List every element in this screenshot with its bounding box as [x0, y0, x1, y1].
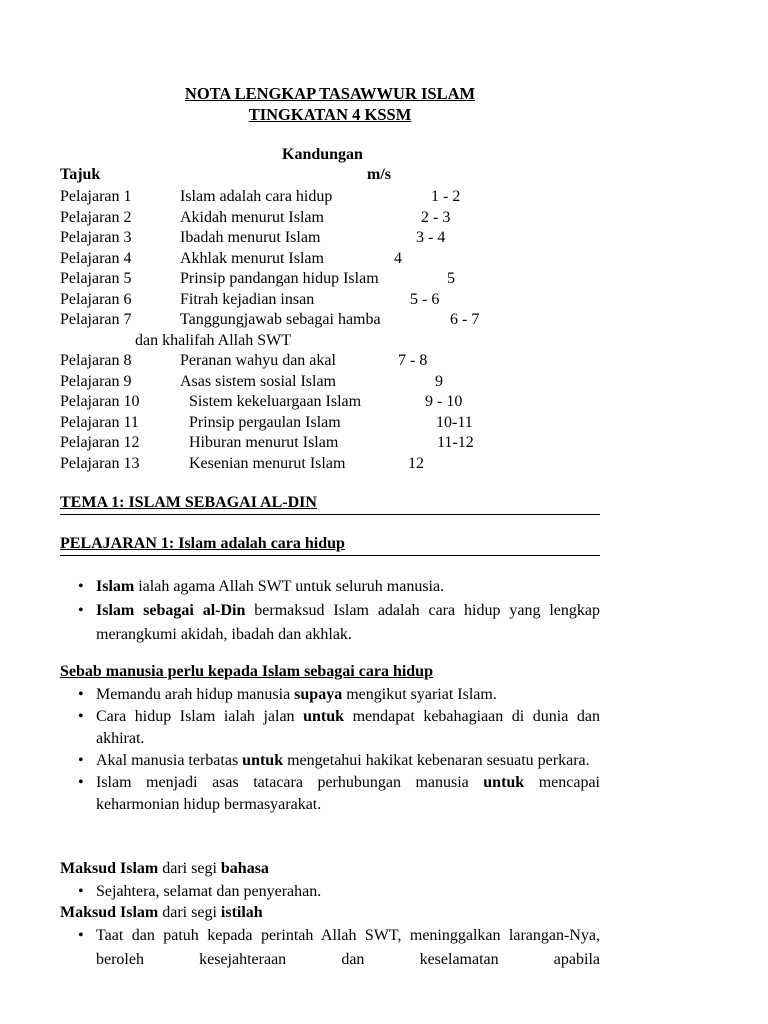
toc-row — [0, 187, 768, 208]
toc-topic: Akidah menurut Islam — [180, 208, 324, 226]
toc-pages: 9 - 10 — [425, 393, 463, 410]
toc-lesson: Pelajaran 11 — [60, 413, 139, 431]
toc-topic: Akhlak menurut Islam — [180, 249, 324, 267]
toc-topic-continuation: dan khalifah Allah SWT — [135, 331, 291, 349]
toc-row — [0, 372, 768, 393]
bullet-icon: • — [78, 774, 84, 791]
list-text: Taat dan patuh kepada perintah Allah SWT, meninggalkan larangan-Nya, beroleh kesejahteraan dan keselamatan apabila — [96, 927, 600, 968]
list-text: Sejahtera, selamat dan penyerahan. — [96, 883, 322, 900]
toc-topic: Peranan wahyu dan akal — [180, 352, 336, 369]
list-text: mengetahui hakikat kebenaran sesuatu perkara. — [283, 752, 590, 769]
list-item — [0, 750, 600, 772]
toc-row-continuation — [0, 331, 768, 352]
bold-term: Islam sebagai al-Din — [96, 602, 246, 619]
toc-row — [0, 228, 768, 249]
toc-pages: 5 - 6 — [410, 290, 440, 308]
reasons-bullets — [0, 684, 768, 816]
toc-lesson: Pelajaran 2 — [60, 208, 132, 226]
toc-topic: Prinsip pandangan hidup Islam — [180, 270, 379, 287]
toc-pages: 5 — [447, 270, 455, 287]
toc-pages: 10-11 — [436, 413, 473, 431]
bullet-icon: • — [78, 883, 84, 900]
toc-lesson: Pelajaran 8 — [60, 352, 132, 369]
bold-term: bahasa — [220, 860, 269, 877]
toc-pages: 2 - 3 — [421, 208, 451, 226]
toc-pages: 3 - 4 — [416, 229, 446, 246]
toc-topic: Islam adalah cara hidup — [180, 188, 333, 205]
toc-lesson: Pelajaran 9 — [60, 372, 132, 390]
meaning-term-bullets — [0, 924, 768, 972]
list-text: mencapai keharmonian hidup bermasyarakat. — [96, 774, 600, 813]
theme-heading-text: TEMA 1: ISLAM SEBAGAI AL-DIN — [60, 494, 317, 511]
theme-heading — [60, 494, 600, 515]
meaning-language-heading — [60, 860, 269, 878]
toc-lesson: Pelajaran 4 — [60, 249, 132, 267]
toc-pages: 12 — [408, 454, 424, 472]
toc-lesson: Pelajaran 5 — [60, 270, 132, 287]
list-item — [0, 575, 600, 599]
meaning-term-heading — [60, 904, 263, 922]
toc-row — [0, 269, 768, 290]
list-text: mengikut syariat Islam. — [342, 686, 497, 703]
doc-title: NOTA LENGKAP TASAWWUR ISLAM — [184, 84, 476, 103]
toc-row — [0, 290, 768, 311]
toc-pages: 4 — [394, 249, 402, 267]
list-item — [0, 880, 600, 904]
list-item — [0, 772, 600, 816]
intro-bullets — [0, 575, 768, 647]
bold-term: Maksud Islam — [60, 860, 159, 877]
contents-heading: Kandungan — [282, 146, 363, 163]
toc-lesson: Pelajaran 3 — [60, 229, 132, 246]
toc-lesson: Pelajaran 13 — [60, 454, 140, 472]
bold-term: supaya — [294, 686, 343, 703]
toc-lesson: Pelajaran 1 — [60, 188, 132, 205]
bold-term: Maksud Islam — [60, 904, 159, 921]
bold-term: untuk — [242, 752, 284, 769]
toc-topic: Hiburan menurut Islam — [189, 434, 339, 451]
meaning-language-bullets — [0, 880, 768, 904]
bullet-icon: • — [78, 602, 84, 619]
toc-topic: Sistem kekeluargaan Islam — [189, 393, 362, 410]
list-text: ialah agama Allah SWT untuk seluruh manusia. — [134, 578, 445, 595]
bullet-icon: • — [78, 752, 84, 769]
lesson-heading-text: PELAJARAN 1: Islam adalah cara hidup — [60, 535, 345, 552]
toc-topic: Tanggungjawab sebagai hamba — [180, 311, 381, 328]
list-item — [0, 684, 600, 706]
bold-term: Islam — [96, 578, 135, 595]
list-text: Memandu arah hidup manusia — [96, 686, 295, 703]
heading-text: dari segi — [158, 904, 221, 921]
toc-pages: 7 - 8 — [398, 352, 428, 369]
list-text: mendapat kebahagiaan di dunia dan akhirat. — [96, 708, 600, 747]
toc-lesson: Pelajaran 10 — [60, 393, 140, 410]
toc-lesson: Pelajaran 12 — [60, 434, 140, 451]
toc-topic: Asas sistem sosial Islam — [180, 372, 336, 390]
toc-topic: Fitrah kejadian insan — [180, 290, 315, 308]
toc-row — [0, 351, 768, 372]
table-of-contents — [0, 187, 768, 474]
bullet-icon: • — [78, 927, 84, 944]
list-item — [0, 599, 600, 647]
bullet-icon: • — [78, 578, 84, 595]
toc-pages: 9 — [435, 372, 443, 390]
list-text: bermaksud Islam adalah cara hidup yang lengkap merangkumi akidah, ibadah dan akhlak. — [96, 602, 600, 643]
lesson-heading — [60, 535, 600, 556]
list-item — [0, 706, 600, 750]
toc-pages: 1 - 2 — [431, 188, 461, 205]
bold-term: istilah — [220, 904, 263, 921]
toc-row — [0, 249, 768, 270]
toc-row — [0, 310, 768, 331]
toc-topic: Prinsip pergaulan Islam — [189, 413, 341, 431]
toc-row — [0, 413, 768, 434]
toc-topic: Kesenian menurut Islam — [189, 454, 346, 472]
toc-pages: 6 - 7 — [450, 311, 480, 328]
bullet-icon: • — [78, 708, 84, 725]
toc-row — [0, 392, 768, 413]
bold-term: untuk — [303, 708, 345, 725]
toc-row — [0, 433, 768, 454]
list-text: Islam menjadi asas tatacara perhubungan manusia — [96, 774, 484, 791]
doc-subtitle: TINGKATAN 4 KSSM — [248, 105, 412, 124]
toc-page-header: m/s — [367, 166, 391, 183]
list-item — [0, 924, 600, 972]
toc-topic: Ibadah menurut Islam — [180, 229, 321, 246]
bold-term: untuk — [483, 774, 525, 791]
list-text: Akal manusia terbatas — [96, 752, 243, 769]
bullet-icon: • — [78, 686, 84, 703]
toc-lesson: Pelajaran 7 — [60, 311, 132, 328]
reasons-heading: Sebab manusia perlu kepada Islam sebagai cara hidup — [60, 663, 433, 680]
toc-pages: 11-12 — [437, 434, 474, 451]
list-text: Cara hidup Islam ialah jalan — [96, 708, 304, 725]
toc-topic-header: Tajuk — [60, 166, 101, 183]
toc-row — [0, 208, 768, 229]
toc-row — [0, 454, 768, 475]
heading-text: dari segi — [158, 860, 221, 877]
toc-lesson: Pelajaran 6 — [60, 290, 132, 308]
